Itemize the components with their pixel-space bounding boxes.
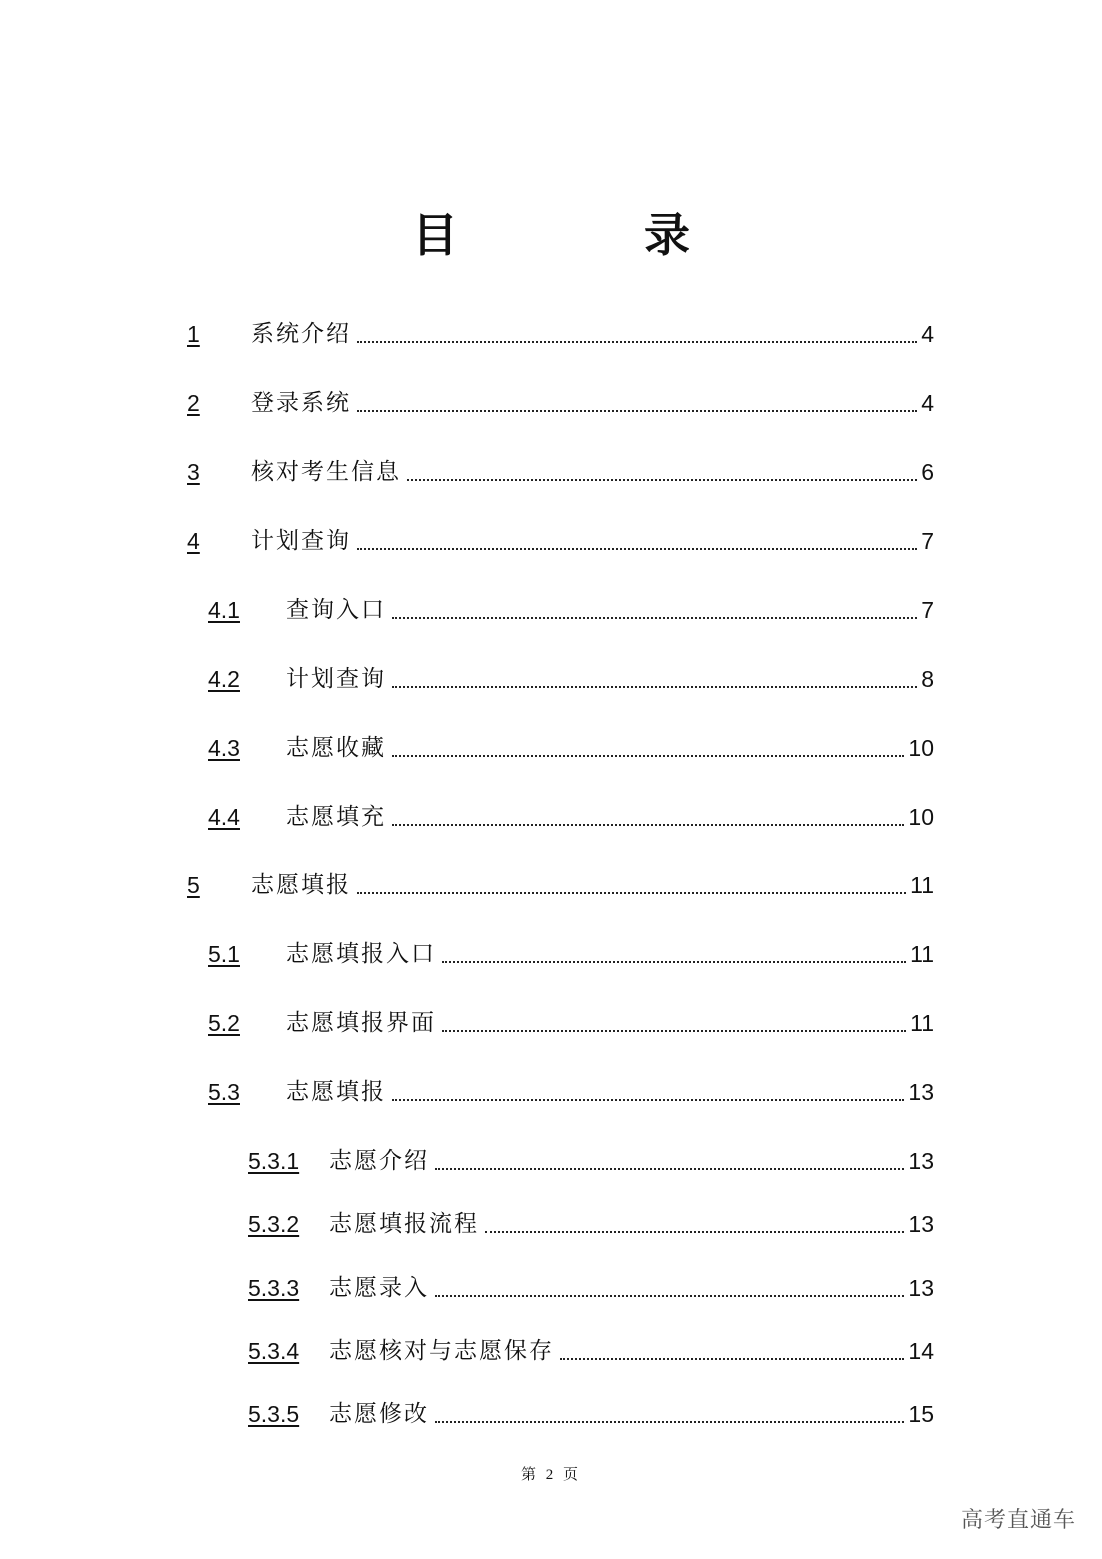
toc-entry-page: 4 bbox=[921, 321, 934, 347]
toc-entry-page: 13 bbox=[908, 1275, 934, 1301]
toc-entry-3[interactable] bbox=[187, 456, 934, 488]
toc-entry-number: 4 bbox=[187, 528, 200, 554]
toc-entry-5-2[interactable] bbox=[208, 1007, 934, 1039]
toc-entry-number: 4.2 bbox=[208, 666, 240, 692]
toc-dot-leader bbox=[392, 1099, 904, 1101]
toc-entry-5-3[interactable] bbox=[208, 1076, 934, 1108]
toc-entry-page: 8 bbox=[921, 666, 934, 692]
toc-entry-page: 15 bbox=[908, 1401, 934, 1427]
toc-entry-page: 13 bbox=[908, 1148, 934, 1174]
toc-entry-title: 志愿填充 bbox=[286, 804, 386, 830]
toc-entry-number: 2 bbox=[187, 390, 200, 416]
toc-dot-leader bbox=[442, 1030, 906, 1032]
toc-entry-page: 11 bbox=[910, 872, 934, 898]
toc-dot-leader bbox=[392, 755, 904, 757]
toc-dot-leader bbox=[357, 341, 917, 343]
toc-entry-title: 系统介绍 bbox=[251, 321, 351, 347]
toc-entry-5-3-1[interactable] bbox=[248, 1145, 934, 1177]
toc-entry-page: 7 bbox=[921, 597, 934, 623]
toc-entry-4-3[interactable] bbox=[208, 732, 934, 764]
toc-entry-title: 志愿填报流程 bbox=[329, 1211, 479, 1237]
toc-entry-number: 1 bbox=[187, 321, 200, 347]
toc-entry-title: 志愿填报入口 bbox=[286, 941, 436, 967]
toc-entry-number: 5.3.2 bbox=[248, 1211, 300, 1237]
toc-dot-leader bbox=[392, 617, 917, 619]
toc-entry-page: 10 bbox=[908, 804, 934, 830]
page-title: 目 录 bbox=[412, 208, 760, 262]
toc-entry-page: 6 bbox=[921, 459, 934, 485]
toc-entry-number: 5.3.1 bbox=[248, 1148, 300, 1174]
toc-dot-leader bbox=[560, 1358, 904, 1360]
toc-entry-number: 5.1 bbox=[208, 941, 240, 967]
toc-entry-5-3-2[interactable] bbox=[248, 1208, 934, 1240]
toc-entry-number: 5.3.4 bbox=[248, 1338, 300, 1364]
toc-entry-number: 4.3 bbox=[208, 735, 240, 761]
toc-entry-title: 志愿介绍 bbox=[329, 1148, 429, 1174]
toc-entry-title: 志愿录入 bbox=[329, 1275, 429, 1301]
toc-entry-number: 5.2 bbox=[208, 1010, 240, 1036]
toc-entry-title: 查询入口 bbox=[286, 597, 386, 623]
toc-dot-leader bbox=[407, 479, 917, 481]
toc-entry-page: 11 bbox=[910, 941, 934, 967]
toc-entry-title: 志愿修改 bbox=[329, 1401, 429, 1427]
toc-dot-leader bbox=[392, 824, 904, 826]
toc-entry-page: 11 bbox=[910, 1010, 934, 1036]
toc-entry-page: 10 bbox=[908, 735, 934, 761]
toc-entry-number: 5 bbox=[187, 872, 200, 898]
toc-entry-page: 13 bbox=[908, 1079, 934, 1105]
toc-entry-number: 4.4 bbox=[208, 804, 240, 830]
toc-entry-4[interactable] bbox=[187, 525, 934, 557]
toc-dot-leader bbox=[357, 548, 917, 550]
toc-entry-number: 3 bbox=[187, 459, 200, 485]
toc-entry-title: 志愿填报 bbox=[251, 872, 351, 898]
toc-dot-leader bbox=[435, 1168, 904, 1170]
toc-dot-leader bbox=[357, 892, 906, 894]
toc-entry-title: 核对考生信息 bbox=[251, 459, 401, 485]
toc-entry-1[interactable] bbox=[187, 318, 934, 350]
toc-dot-leader bbox=[435, 1295, 904, 1297]
toc-entry-5-1[interactable] bbox=[208, 938, 934, 970]
toc-entry-title: 志愿核对与志愿保存 bbox=[329, 1338, 554, 1364]
toc-entry-title: 登录系统 bbox=[251, 390, 351, 416]
toc-entry-5-3-3[interactable] bbox=[248, 1272, 934, 1304]
toc-entry-title: 志愿收藏 bbox=[286, 735, 386, 761]
toc-dot-leader bbox=[435, 1421, 904, 1423]
toc-entry-5-3-4[interactable] bbox=[248, 1335, 934, 1367]
toc-entry-5-3-5[interactable] bbox=[248, 1398, 934, 1430]
toc-entry-page: 4 bbox=[921, 390, 934, 416]
toc-entry-5[interactable] bbox=[187, 869, 934, 901]
toc-entry-page: 14 bbox=[908, 1338, 934, 1364]
toc-entry-4-4[interactable] bbox=[208, 801, 934, 833]
watermark: 高考直通车 bbox=[960, 1508, 1076, 1533]
toc-entry-title: 志愿填报 bbox=[286, 1079, 386, 1105]
toc-entry-title: 计划查询 bbox=[251, 528, 351, 554]
toc-dot-leader bbox=[485, 1231, 904, 1233]
toc-entry-number: 5.3.3 bbox=[248, 1275, 300, 1301]
toc-dot-leader bbox=[392, 686, 917, 688]
toc-entry-2[interactable] bbox=[187, 387, 934, 419]
toc-entry-number: 5.3 bbox=[208, 1079, 240, 1105]
toc-entry-title: 计划查询 bbox=[286, 666, 386, 692]
toc-entry-title: 志愿填报界面 bbox=[286, 1010, 436, 1036]
page-number-footer: 第 2 页 bbox=[520, 1467, 581, 1483]
toc-entry-page: 7 bbox=[921, 528, 934, 554]
toc-entry-page: 13 bbox=[908, 1211, 934, 1237]
toc-dot-leader bbox=[442, 961, 906, 963]
toc-entry-4-2[interactable] bbox=[208, 663, 934, 695]
toc-entry-number: 5.3.5 bbox=[248, 1401, 300, 1427]
toc-entry-4-1[interactable] bbox=[208, 594, 934, 626]
toc-dot-leader bbox=[357, 410, 917, 412]
toc-entry-number: 4.1 bbox=[208, 597, 240, 623]
